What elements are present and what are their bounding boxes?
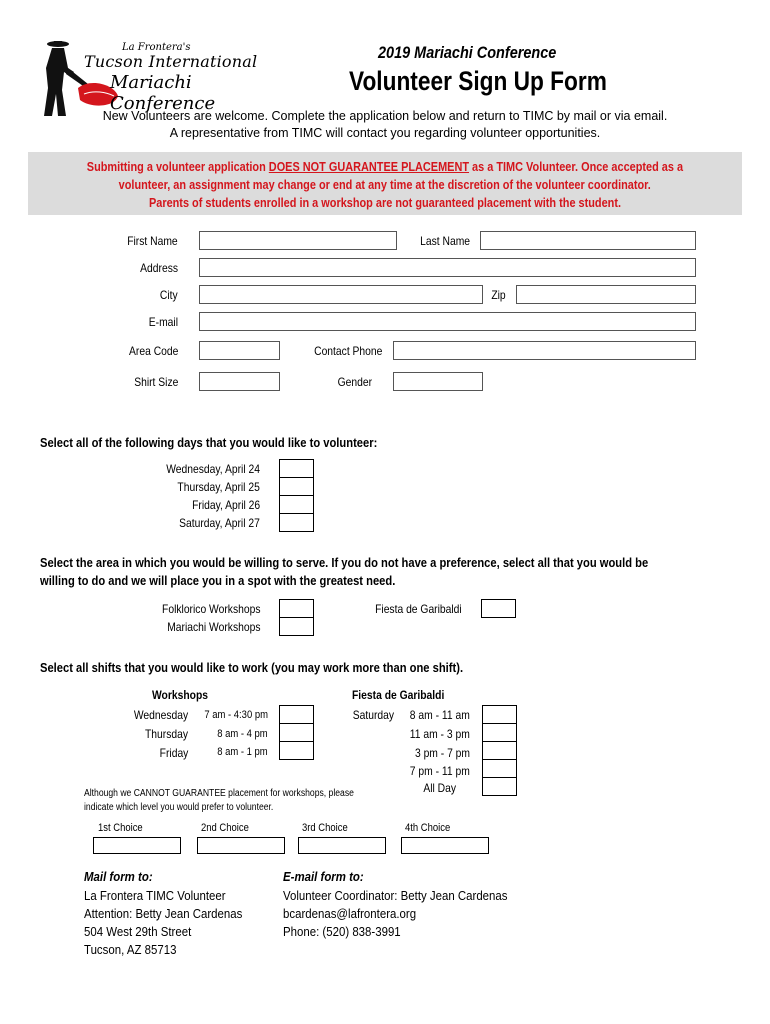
areas-heading-2: willing to do and we will place you in a spot with the greatest need. bbox=[40, 573, 396, 588]
gender-label: Gender bbox=[337, 375, 372, 389]
fiesta-time-1: 8 am - 11 am bbox=[409, 708, 470, 722]
zip-label: Zip bbox=[491, 288, 506, 302]
page-title: Volunteer Sign Up Form bbox=[349, 66, 607, 96]
fiesta-day: Saturday bbox=[352, 708, 394, 722]
contact-phone-field[interactable] bbox=[393, 341, 696, 360]
fiesta-shift-checkbox-3[interactable] bbox=[482, 741, 517, 760]
workshops-title: Workshops bbox=[152, 688, 209, 702]
mariachi-label: Mariachi Workshops bbox=[166, 620, 260, 634]
shift-checkbox-fri[interactable] bbox=[279, 741, 314, 760]
day-checkbox-fri[interactable] bbox=[279, 495, 314, 514]
mariachi-figure-icon bbox=[30, 38, 120, 120]
zip-field[interactable] bbox=[516, 285, 696, 304]
email-field[interactable] bbox=[199, 312, 696, 331]
mariachi-checkbox[interactable] bbox=[279, 617, 314, 636]
city-label: City bbox=[160, 288, 178, 302]
logo bbox=[30, 38, 270, 120]
choice-label-4: 4th Choice bbox=[405, 822, 451, 834]
day-checkbox-wed[interactable] bbox=[279, 459, 314, 478]
shirt-size-field[interactable] bbox=[199, 372, 280, 391]
fiesta-time-3: 3 pm - 7 pm bbox=[414, 746, 470, 760]
fiesta-shift-checkbox-5[interactable] bbox=[482, 777, 517, 796]
shifts-heading: Select all shifts that you would like to work (you may work more than one shift). bbox=[40, 660, 464, 675]
fiesta-shift-checkbox-2[interactable] bbox=[482, 723, 517, 742]
form-subtitle: 2019 Mariachi Conference bbox=[378, 43, 557, 62]
fiesta-time-5: All Day bbox=[423, 781, 456, 795]
first-name-label: First Name bbox=[127, 234, 178, 248]
mail-line-1: La Frontera TIMC Volunteer bbox=[84, 888, 226, 903]
email-contact bbox=[283, 887, 507, 941]
logo-line3: Mariachi Conference bbox=[110, 72, 216, 114]
notice-pre: Submitting a volunteer application bbox=[86, 159, 269, 174]
intro-line-2: A representative from TIMC will contact you regarding volunteer opportunities. bbox=[169, 126, 601, 140]
fiesta-shift-checkbox-1[interactable] bbox=[482, 705, 517, 724]
folklorico-label: Folklorico Workshops bbox=[161, 602, 260, 616]
day-checkbox-sat[interactable] bbox=[279, 513, 314, 532]
fiesta-shifts-title: Fiesta de Garibaldi bbox=[352, 688, 445, 702]
choice-field-3[interactable] bbox=[298, 837, 386, 854]
fiesta-shift-checkbox-4[interactable] bbox=[482, 759, 517, 778]
shift-day-thu: Thursday bbox=[144, 727, 188, 741]
choice-label-2: 2nd Choice bbox=[201, 822, 249, 834]
mail-title: Mail form to: bbox=[84, 869, 153, 884]
notice-line-3: Parents of students enrolled in a workshop are not guaranteed placement with the student. bbox=[148, 195, 622, 210]
days-heading: Select all of the following days that you would like to volunteer: bbox=[40, 435, 378, 450]
day-label-thu: Thursday, April 25 bbox=[177, 480, 260, 494]
day-label-wed: Wednesday, April 24 bbox=[166, 462, 260, 476]
first-name-field[interactable] bbox=[199, 231, 397, 250]
address-label: Address bbox=[140, 261, 178, 275]
day-label-fri: Friday, April 26 bbox=[191, 498, 260, 512]
placement-notice bbox=[28, 152, 742, 215]
choice-label-1: 1st Choice bbox=[98, 822, 143, 834]
mail-line-3: 504 West 29th Street bbox=[84, 924, 192, 939]
placement-note-1: Although we CANNOT GUARANTEE placement for workshops, please bbox=[84, 788, 354, 799]
last-name-field[interactable] bbox=[480, 231, 696, 250]
shift-checkbox-thu[interactable] bbox=[279, 723, 314, 742]
contact-phone-label: Contact Phone bbox=[313, 344, 382, 358]
day-label-sat: Saturday, April 27 bbox=[179, 516, 260, 530]
email-label: E-mail bbox=[148, 315, 178, 329]
area-code-label: Area Code bbox=[128, 344, 178, 358]
mail-line-2: Attention: Betty Jean Cardenas bbox=[84, 906, 243, 921]
shift-day-wed: Wednesday bbox=[133, 708, 188, 722]
folklorico-checkbox[interactable] bbox=[279, 599, 314, 618]
shift-checkbox-wed[interactable] bbox=[279, 705, 314, 724]
fiesta-time-4: 7 pm - 11 pm bbox=[409, 764, 470, 778]
area-code-field[interactable] bbox=[199, 341, 280, 360]
intro-line-1: New Volunteers are welcome. Complete the application below and return to TIMC by mail or via email. bbox=[102, 109, 668, 123]
last-name-label: Last Name bbox=[420, 234, 470, 248]
email-title: E-mail form to: bbox=[283, 869, 364, 884]
mail-line-4: Tucson, AZ 85713 bbox=[84, 942, 177, 957]
fiesta-time-2: 11 am - 3 pm bbox=[409, 727, 470, 741]
notice-emphasis: DOES NOT GUARANTEE PLACEMENT bbox=[268, 159, 470, 174]
email-address-link[interactable]: bcardenas@lafrontera.org bbox=[283, 906, 417, 921]
gender-field[interactable] bbox=[393, 372, 483, 391]
shift-time-thu: 8 am - 4 pm bbox=[217, 728, 268, 740]
choice-field-1[interactable] bbox=[93, 837, 181, 854]
city-field[interactable] bbox=[199, 285, 483, 304]
logo-line2: Tucson International bbox=[84, 52, 258, 71]
shift-time-fri: 8 am - 1 pm bbox=[217, 746, 268, 758]
email-line-1: Volunteer Coordinator: Betty Jean Cardenas bbox=[283, 888, 508, 903]
notice-line-2: volunteer, an assignment may change or end at any time at the discretion of the volunteer coordinator. bbox=[118, 177, 652, 192]
shift-time-wed: 7 am - 4:30 pm bbox=[204, 709, 268, 721]
notice-post: as a TIMC Volunteer. Once accepted as a bbox=[469, 159, 684, 174]
areas-heading-1: Select the area in which you would be willing to serve. If you do not have a preference, select all that you would be bbox=[40, 555, 649, 570]
choice-field-4[interactable] bbox=[401, 837, 489, 854]
fiesta-label: Fiesta de Garibaldi bbox=[375, 602, 462, 616]
choice-field-2[interactable] bbox=[197, 837, 285, 854]
choice-label-3: 3rd Choice bbox=[302, 822, 348, 834]
email-line-3: Phone: (520) 838-3991 bbox=[283, 924, 401, 939]
address-field[interactable] bbox=[199, 258, 696, 277]
shift-day-fri: Friday bbox=[159, 746, 188, 760]
day-checkbox-thu[interactable] bbox=[279, 477, 314, 496]
fiesta-checkbox[interactable] bbox=[481, 599, 516, 618]
placement-note-2: indicate which level you would prefer to volunteer. bbox=[84, 802, 274, 813]
logo-line1: La Frontera's bbox=[122, 42, 191, 53]
shirt-size-label: Shirt Size bbox=[133, 375, 178, 389]
mail-address bbox=[84, 887, 242, 959]
